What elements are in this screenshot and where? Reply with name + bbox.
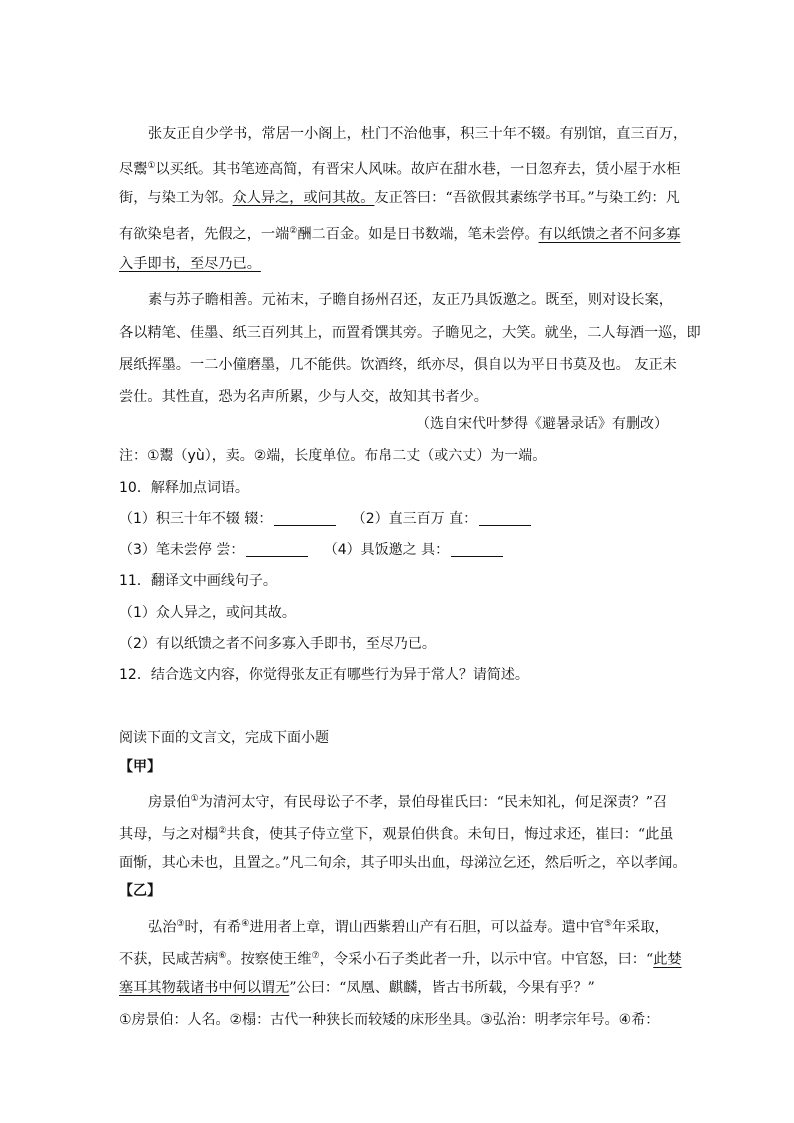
text: 有欲染皂者，先假之，一端 <box>119 226 290 243</box>
footnote-marker: ⑤ <box>604 919 613 929</box>
question-10-items <box>119 540 505 560</box>
q10-item-4: （4）具饭邀之 具： <box>323 542 450 558</box>
reading-intro: 阅读下面的文言文，完成下面小题 <box>119 730 329 746</box>
text: 街，与染工为邻。 <box>119 190 233 206</box>
passage1-line <box>148 290 673 310</box>
passage1-line <box>148 124 687 144</box>
underlined-sentence-3: 此婪 <box>653 951 682 968</box>
footnote-marker: ④ <box>241 919 250 929</box>
q10-item-3: （3）笔未尝停 尝： <box>119 542 245 558</box>
text: 酬二百金。如是日书数端，笔未尝停。 <box>297 226 539 243</box>
footnote-marker: ① <box>190 794 199 804</box>
section-label-yi: 【乙】 <box>119 883 161 899</box>
text: ”公曰：“凤凰、麒麟，皆古书所载，今果有乎？” <box>289 980 595 996</box>
footnote: ①房景伯：人名。②榻：古代一种狭长而较矮的床形坐具。③弘治：明孝宗年号。④希： <box>119 1012 660 1028</box>
text: 共食，使其子侍立堂下，观景伯供食。未旬日，悔过求还，崔曰：“此虽 <box>226 826 674 843</box>
passage1-line <box>119 254 261 274</box>
question-10: 10．解释加点词语。 <box>119 480 249 496</box>
section-label-jia: 【甲】 <box>119 759 161 775</box>
passage2-line <box>119 978 595 998</box>
footnote-marker: ① <box>147 161 156 171</box>
passage1-line <box>119 323 701 343</box>
passage2-line <box>119 853 687 873</box>
passage1-line <box>119 156 680 180</box>
passage1-line <box>119 355 677 375</box>
text: 面惭，其心未也，且置之。”凡二旬余，其子叩头出血，母涕泣乞还，然后听之，卒以孝闻。 <box>119 855 687 871</box>
footnote-marker: ② <box>289 226 298 236</box>
underlined-sentence-2: 有以纸馈之者不问多寡 <box>538 226 681 243</box>
question-11-item-1: （1）众人异之，或问其故。 <box>119 605 296 621</box>
question-10-items <box>119 509 533 529</box>
q10-item-2: （2）直三百万 直： <box>351 511 478 527</box>
passage1-line <box>119 221 680 245</box>
text: 各以精笔、佳墨、纸三百列其上，而置肴馔其旁。子瞻见之，大笑。就坐，二人每酒一巡，即 <box>119 325 701 341</box>
text: 张友正自少学书，常居一小阁上，杜门不治他事，积三十年不辍。有别馆，直三百万， <box>148 126 688 142</box>
text: 展纸挥墨。一二小僮磨墨，几不能供。饮酒终，纸亦尽，俱自以为平日书莫及也。 友正未 <box>119 357 677 373</box>
q10-item-1: （1）积三十年不辍 辍： <box>119 511 273 527</box>
text: 为清河太守，有民母讼子不孝，景伯母崔氏曰：“民未知礼，何足深责？”召 <box>198 794 668 811</box>
question-12: 12．结合选文内容，你觉得张友正有哪些行为异于常人？请简述。 <box>119 667 529 683</box>
text: 尝仕。其性直，恐为名声所累，少与人交，故知其书者少。 <box>119 389 488 405</box>
footnote-marker: ② <box>218 826 227 836</box>
passage2-line <box>119 946 682 970</box>
question-11-item-2: （2）有以纸馈之者不问多寡入手即书，至尽乃已。 <box>119 636 436 652</box>
passage2-line <box>119 821 673 845</box>
answer-blank[interactable] <box>246 542 308 557</box>
passage2-line <box>148 789 667 813</box>
text: ，令采小石子类此者一升，以示中官。中官怒，曰：“ <box>319 951 654 968</box>
text: 素与苏子瞻相善。元祐末，子瞻自扬州召还，友正乃具饭邀之。既至，则对设长案， <box>148 292 673 308</box>
answer-blank[interactable] <box>479 511 531 526</box>
footnote-marker: ⑦ <box>311 951 320 961</box>
answer-blank[interactable] <box>274 511 336 526</box>
text: 进用者上章，谓山西紫碧山产有石胆，可以益寿。遣中官 <box>249 919 605 936</box>
text: 其母，与之对榻 <box>119 826 219 843</box>
text: 友正答曰：“吾欲假其素练学书耳。”与染工约：凡 <box>374 190 680 206</box>
text: 。按察使王维 <box>226 951 312 968</box>
text: 弘治 <box>148 919 177 936</box>
underlined-sentence-1: 众人异之，或问其故。 <box>232 190 375 206</box>
underlined-sentence-3-cont: 塞耳其物载诸书中何以谓无 <box>119 980 290 996</box>
passage1-line <box>119 188 680 208</box>
passage1-line <box>119 387 488 407</box>
footnote-marker: ③ <box>176 919 185 929</box>
source-citation: （选自宋代叶梦得《避暑录话》有删改） <box>416 416 668 432</box>
text: 年采取， <box>612 919 669 936</box>
text: 不获，民咸苦病 <box>119 951 219 968</box>
underlined-sentence-2-cont: 入手即书，至尽乃已。 <box>119 256 261 272</box>
text: 尽鬻 <box>119 161 148 178</box>
question-11: 11．翻译文中画线句子。 <box>119 573 277 589</box>
text: 时，有希 <box>184 919 242 936</box>
passage2-line <box>148 914 669 938</box>
footnote: 注：①鬻（yù），卖。②端，长度单位。布帛二丈（或六丈）为一端。 <box>119 448 547 464</box>
text: 房景伯 <box>148 794 191 811</box>
footnote-marker: ⑥ <box>218 951 227 961</box>
answer-blank[interactable] <box>451 542 503 557</box>
text: 以买纸。其书笔迹高简，有晋宋人风味。故庐在甜水巷，一日忽弃去，赁小屋于水柜 <box>155 161 681 178</box>
